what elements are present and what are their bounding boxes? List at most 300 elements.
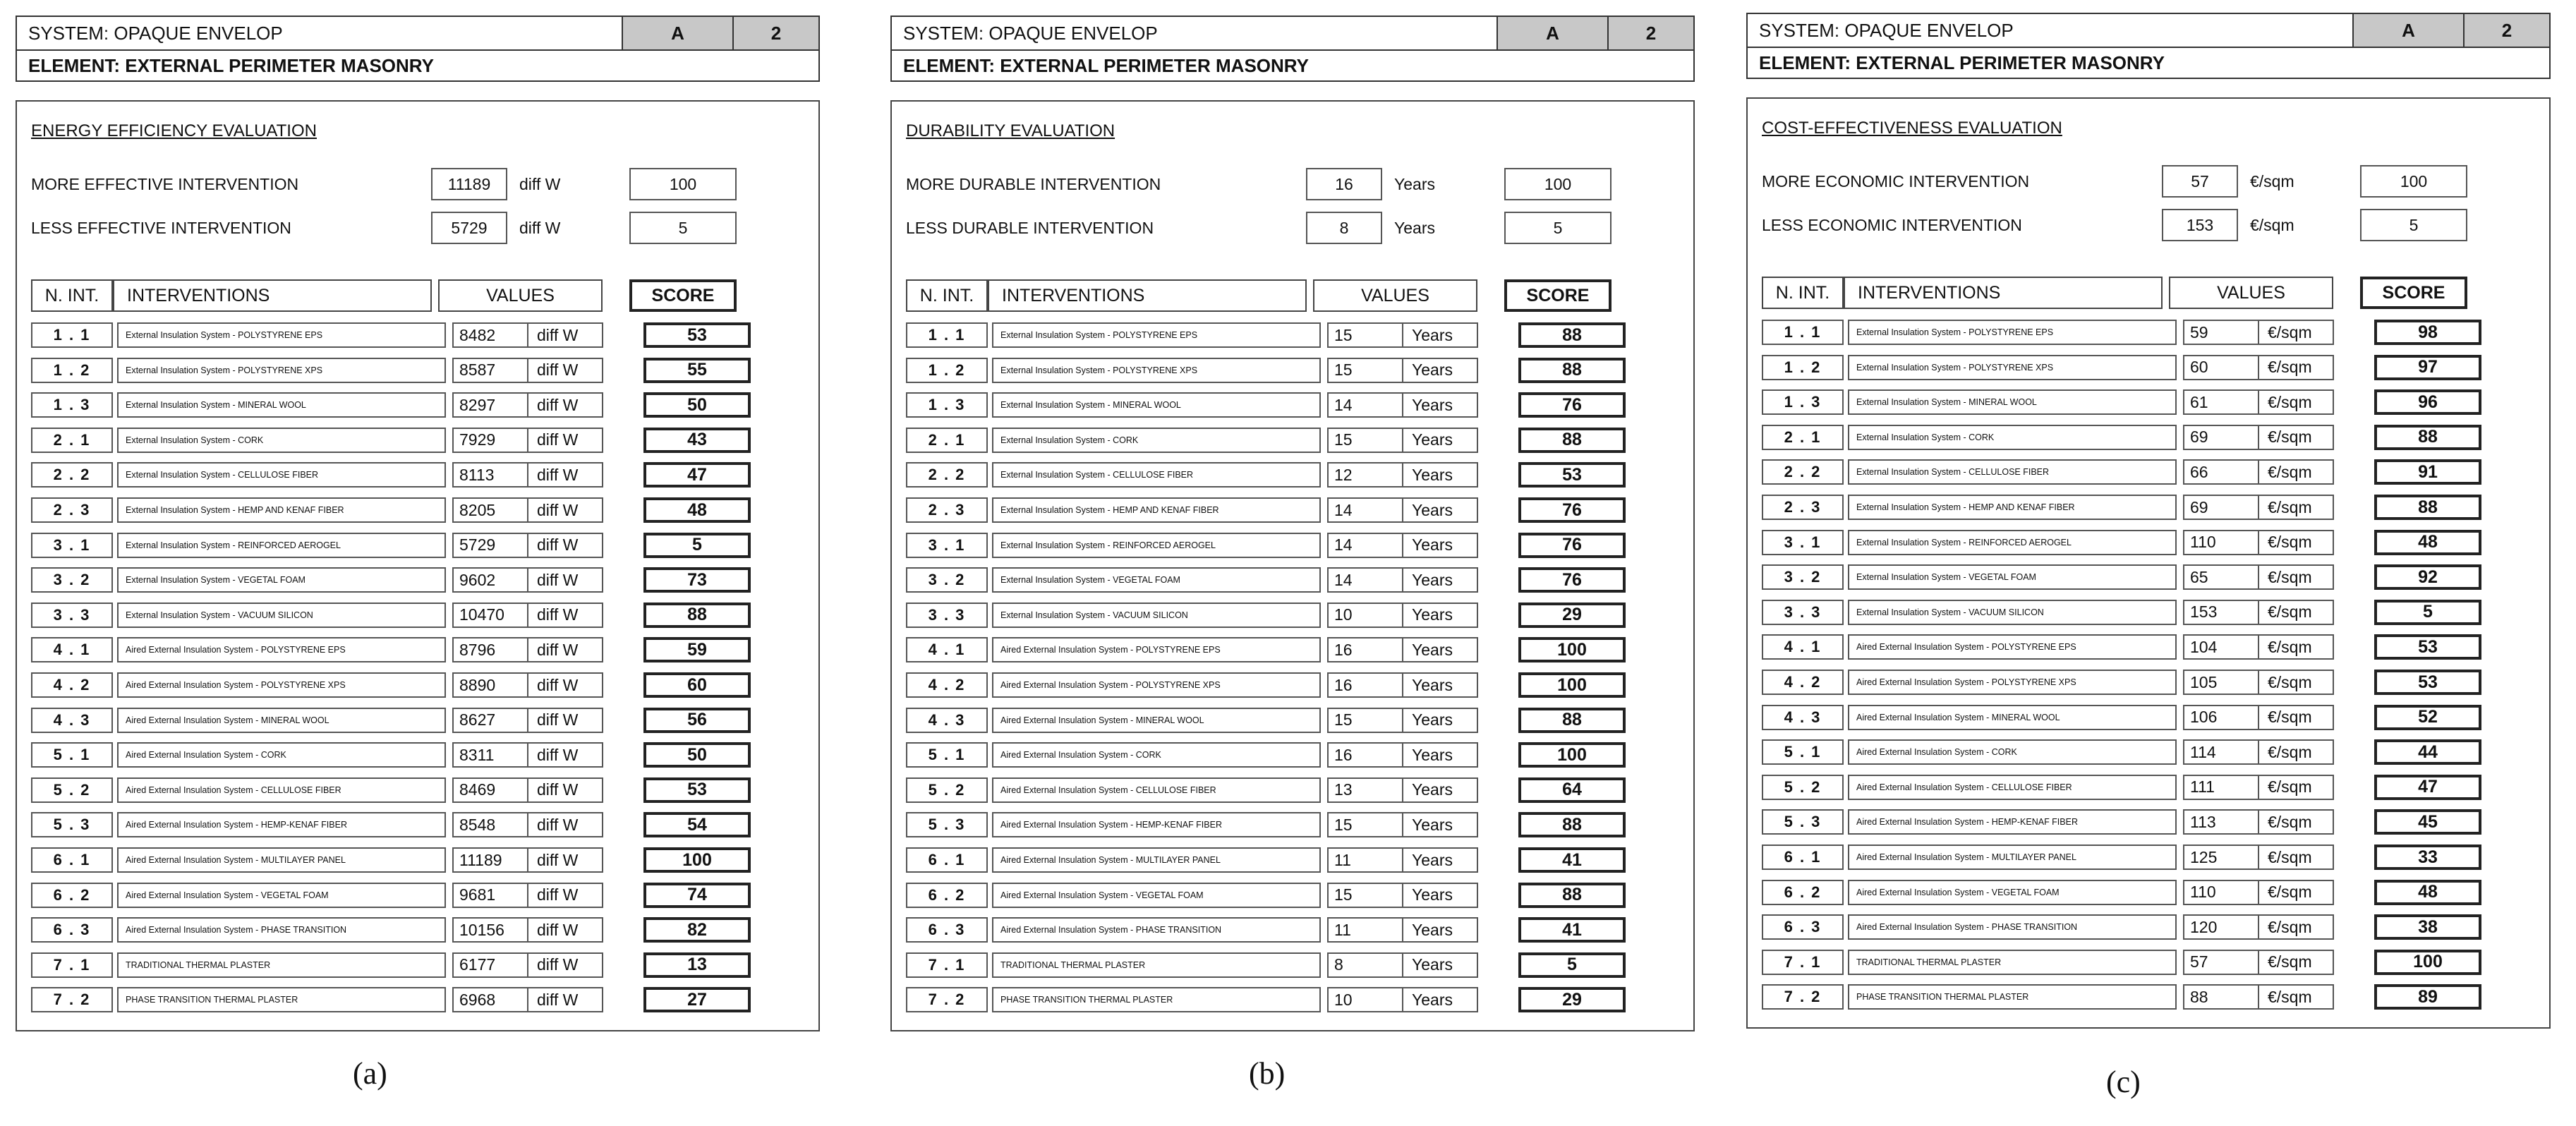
intervention-score: 100 [1518, 672, 1626, 698]
intervention-value: 14 [1327, 392, 1403, 418]
intervention-value: 8469 [452, 777, 528, 803]
intervention-score: 88 [2374, 425, 2481, 450]
element-header [1746, 48, 2551, 79]
intervention-number: 1 . 1 [31, 322, 113, 348]
intervention-name: External Insulation System - CELLULOSE FIBER [117, 462, 446, 488]
intervention-number: 4 . 1 [906, 637, 988, 662]
intervention-number: 5 . 3 [906, 812, 988, 837]
intervention-number: 6 . 1 [1762, 844, 1844, 870]
intervention-score: 43 [643, 428, 751, 453]
intervention-number: 4 . 3 [31, 708, 113, 733]
intervention-unit: diff W [528, 742, 603, 768]
intervention-name: Aired External Insulation System - VEGETAL FOAM [992, 883, 1321, 908]
intervention-unit: Years [1403, 462, 1478, 488]
intervention-unit: €/sqm [2259, 705, 2334, 730]
intervention-unit: diff W [528, 358, 603, 383]
intervention-value: 69 [2183, 425, 2259, 450]
intervention-unit: €/sqm [2259, 775, 2334, 800]
intervention-number: 3 . 1 [1762, 530, 1844, 555]
intervention-number: 7 . 1 [31, 952, 113, 978]
intervention-score: 100 [1518, 637, 1626, 662]
less-intervention-value: 5729 [431, 212, 507, 244]
intervention-number: 3 . 1 [31, 533, 113, 558]
intervention-value: 8627 [452, 708, 528, 733]
intervention-unit: diff W [528, 883, 603, 908]
intervention-unit: Years [1403, 603, 1478, 628]
less-intervention-value: 153 [2162, 209, 2238, 241]
intervention-unit: diff W [528, 462, 603, 488]
more-intervention-score: 100 [629, 168, 737, 200]
intervention-number: 1 . 1 [906, 322, 988, 348]
intervention-score: 53 [2374, 670, 2481, 695]
intervention-score: 27 [643, 987, 751, 1012]
intervention-name: External Insulation System - POLYSTYRENE XPS [1848, 355, 2177, 380]
intervention-score: 29 [1518, 987, 1626, 1012]
intervention-unit: Years [1403, 392, 1478, 418]
panel-caption: (b) [1249, 1056, 1286, 1091]
header-interventions: INTERVENTIONS [1844, 277, 2163, 309]
intervention-unit: Years [1403, 883, 1478, 908]
intervention-unit: €/sqm [2259, 600, 2334, 625]
intervention-number: 7 . 1 [906, 952, 988, 978]
intervention-value: 10 [1327, 603, 1403, 628]
intervention-value: 10470 [452, 603, 528, 628]
intervention-number: 3 . 3 [1762, 600, 1844, 625]
evaluation-panel [16, 0, 820, 1126]
intervention-number: 6 . 3 [906, 917, 988, 943]
intervention-score: 53 [1518, 462, 1626, 488]
intervention-number: 6 . 2 [906, 883, 988, 908]
intervention-number: 5 . 2 [906, 777, 988, 803]
intervention-score: 100 [643, 847, 751, 873]
system-header [1746, 13, 2551, 48]
class-code-a: A [622, 17, 732, 49]
intervention-unit: diff W [528, 917, 603, 943]
intervention-unit: €/sqm [2259, 739, 2334, 765]
intervention-number: 1 . 1 [1762, 320, 1844, 345]
intervention-unit: €/sqm [2259, 495, 2334, 520]
intervention-unit: diff W [528, 987, 603, 1012]
intervention-value: 110 [2183, 530, 2259, 555]
intervention-value: 16 [1327, 637, 1403, 662]
intervention-number: 3 . 1 [906, 533, 988, 558]
intervention-value: 60 [2183, 355, 2259, 380]
intervention-value: 10156 [452, 917, 528, 943]
intervention-number: 3 . 3 [906, 603, 988, 628]
intervention-value: 5729 [452, 533, 528, 558]
intervention-unit: €/sqm [2259, 355, 2334, 380]
element-label: ELEMENT: EXTERNAL PERIMETER MASONRY [28, 54, 434, 76]
intervention-number: 1 . 2 [31, 358, 113, 383]
intervention-number: 1 . 3 [1762, 389, 1844, 415]
intervention-unit: Years [1403, 847, 1478, 873]
header-interventions: INTERVENTIONS [113, 279, 432, 312]
intervention-number: 2 . 1 [906, 428, 988, 453]
intervention-score: 88 [1518, 428, 1626, 453]
intervention-value: 14 [1327, 567, 1403, 593]
intervention-score: 60 [643, 672, 751, 698]
intervention-score: 48 [643, 497, 751, 523]
intervention-name: Aired External Insulation System - CELLULOSE FIBER [992, 777, 1321, 803]
intervention-score: 64 [1518, 777, 1626, 803]
intervention-score: 76 [1518, 497, 1626, 523]
intervention-value: 61 [2183, 389, 2259, 415]
intervention-unit: Years [1403, 987, 1478, 1012]
intervention-number: 4 . 3 [1762, 705, 1844, 730]
intervention-unit: €/sqm [2259, 459, 2334, 485]
intervention-score: 53 [2374, 634, 2481, 660]
intervention-unit: Years [1403, 777, 1478, 803]
intervention-name: Aired External Insulation System - CORK [1848, 739, 2177, 765]
intervention-number: 3 . 3 [31, 603, 113, 628]
less-intervention-value: 8 [1306, 212, 1382, 244]
intervention-number: 6 . 2 [31, 883, 113, 908]
intervention-name: External Insulation System - REINFORCED AEROGEL [1848, 530, 2177, 555]
system-label: SYSTEM: OPAQUE ENVELOP [28, 22, 283, 44]
more-intervention-unit: €/sqm [2250, 172, 2294, 190]
intervention-score: 88 [2374, 495, 2481, 520]
evaluation-box [890, 100, 1695, 1031]
intervention-name: TRADITIONAL THERMAL PLASTER [992, 952, 1321, 978]
intervention-number: 5 . 3 [31, 812, 113, 837]
intervention-name: Aired External Insulation System - MULTILAYER PANEL [117, 847, 446, 873]
evaluation-title: ENERGY EFFICIENCY EVALUATION [31, 121, 317, 140]
intervention-value: 15 [1327, 428, 1403, 453]
intervention-unit: €/sqm [2259, 880, 2334, 905]
intervention-unit: Years [1403, 358, 1478, 383]
intervention-score: 92 [2374, 564, 2481, 590]
header-values: VALUES [1313, 279, 1477, 312]
less-intervention-score: 5 [1504, 212, 1611, 244]
intervention-name: Aired External Insulation System - CORK [992, 742, 1321, 768]
intervention-name: External Insulation System - VEGETAL FOAM [992, 567, 1321, 593]
intervention-unit: Years [1403, 322, 1478, 348]
intervention-value: 120 [2183, 914, 2259, 940]
intervention-score: 55 [643, 358, 751, 383]
intervention-unit: diff W [528, 847, 603, 873]
intervention-number: 4 . 2 [1762, 670, 1844, 695]
intervention-name: Aired External Insulation System - PHASE TRANSITION [117, 917, 446, 943]
intervention-name: Aired External Insulation System - CELLULOSE FIBER [117, 777, 446, 803]
more-intervention-value: 57 [2162, 165, 2238, 198]
intervention-value: 8890 [452, 672, 528, 698]
intervention-value: 10 [1327, 987, 1403, 1012]
intervention-value: 11 [1327, 847, 1403, 873]
intervention-value: 6177 [452, 952, 528, 978]
intervention-name: External Insulation System - POLYSTYRENE EPS [992, 322, 1321, 348]
intervention-number: 1 . 3 [906, 392, 988, 418]
intervention-name: Aired External Insulation System - MINERAL WOOL [992, 708, 1321, 733]
more-intervention-unit: Years [1394, 175, 1435, 193]
intervention-unit: diff W [528, 952, 603, 978]
intervention-score: 89 [2374, 984, 2481, 1010]
intervention-number: 7 . 1 [1762, 950, 1844, 975]
intervention-unit: €/sqm [2259, 950, 2334, 975]
intervention-name: PHASE TRANSITION THERMAL PLASTER [117, 987, 446, 1012]
intervention-unit: Years [1403, 533, 1478, 558]
intervention-number: 6 . 2 [1762, 880, 1844, 905]
intervention-score: 50 [643, 392, 751, 418]
less-intervention-label: LESS EFFECTIVE INTERVENTION [31, 219, 291, 237]
intervention-name: External Insulation System - CELLULOSE FIBER [992, 462, 1321, 488]
intervention-score: 44 [2374, 739, 2481, 765]
header-score: SCORE [2360, 277, 2467, 309]
class-code-b: 2 [732, 17, 818, 49]
intervention-score: 76 [1518, 392, 1626, 418]
intervention-name: External Insulation System - CELLULOSE FIBER [1848, 459, 2177, 485]
intervention-score: 76 [1518, 567, 1626, 593]
intervention-unit: diff W [528, 497, 603, 523]
intervention-value: 14 [1327, 497, 1403, 523]
intervention-number: 7 . 2 [906, 987, 988, 1012]
intervention-unit: diff W [528, 777, 603, 803]
intervention-name: External Insulation System - MINERAL WOOL [117, 392, 446, 418]
intervention-name: TRADITIONAL THERMAL PLASTER [1848, 950, 2177, 975]
intervention-name: External Insulation System - VACUUM SILICON [992, 603, 1321, 628]
more-intervention-value: 16 [1306, 168, 1382, 200]
intervention-name: External Insulation System - HEMP AND KENAF FIBER [117, 497, 446, 523]
intervention-name: External Insulation System - POLYSTYRENE XPS [992, 358, 1321, 383]
intervention-score: 47 [2374, 775, 2481, 800]
more-intervention-score: 100 [1504, 168, 1611, 200]
intervention-name: Aired External Insulation System - POLYSTYRENE EPS [117, 637, 446, 662]
intervention-score: 88 [1518, 358, 1626, 383]
intervention-score: 88 [643, 603, 751, 628]
less-intervention-label: LESS DURABLE INTERVENTION [906, 219, 1154, 237]
intervention-number: 5 . 3 [1762, 809, 1844, 835]
intervention-name: External Insulation System - VACUUM SILICON [1848, 600, 2177, 625]
element-header [890, 51, 1695, 82]
intervention-unit: €/sqm [2259, 634, 2334, 660]
intervention-value: 9681 [452, 883, 528, 908]
intervention-score: 5 [1518, 952, 1626, 978]
intervention-name: External Insulation System - HEMP AND KENAF FIBER [992, 497, 1321, 523]
intervention-unit: €/sqm [2259, 530, 2334, 555]
intervention-number: 4 . 2 [31, 672, 113, 698]
intervention-name: External Insulation System - VEGETAL FOAM [1848, 564, 2177, 590]
intervention-name: Aired External Insulation System - CELLULOSE FIBER [1848, 775, 2177, 800]
intervention-number: 7 . 2 [31, 987, 113, 1012]
class-code-a: A [1496, 17, 1607, 49]
intervention-unit: diff W [528, 567, 603, 593]
intervention-score: 13 [643, 952, 751, 978]
intervention-score: 97 [2374, 355, 2481, 380]
intervention-number: 2 . 1 [31, 428, 113, 453]
intervention-name: External Insulation System - MINERAL WOOL [1848, 389, 2177, 415]
intervention-score: 91 [2374, 459, 2481, 485]
intervention-value: 16 [1327, 742, 1403, 768]
intervention-number: 3 . 2 [31, 567, 113, 593]
intervention-name: External Insulation System - CORK [992, 428, 1321, 453]
intervention-score: 41 [1518, 917, 1626, 943]
intervention-value: 8297 [452, 392, 528, 418]
intervention-name: Aired External Insulation System - POLYSTYRENE EPS [992, 637, 1321, 662]
system-header [16, 16, 820, 51]
more-intervention-unit: diff W [519, 175, 561, 193]
intervention-value: 66 [2183, 459, 2259, 485]
intervention-number: 6 . 3 [1762, 914, 1844, 940]
intervention-value: 15 [1327, 812, 1403, 837]
intervention-name: Aired External Insulation System - MINERAL WOOL [1848, 705, 2177, 730]
less-intervention-unit: Years [1394, 219, 1435, 237]
intervention-value: 105 [2183, 670, 2259, 695]
intervention-score: 5 [2374, 600, 2481, 625]
intervention-name: Aired External Insulation System - HEMP-KENAF FIBER [117, 812, 446, 837]
intervention-unit: Years [1403, 812, 1478, 837]
intervention-score: 98 [2374, 320, 2481, 345]
intervention-name: Aired External Insulation System - PHASE TRANSITION [992, 917, 1321, 943]
intervention-number: 6 . 1 [31, 847, 113, 873]
more-intervention-label: MORE DURABLE INTERVENTION [906, 175, 1161, 193]
intervention-name: PHASE TRANSITION THERMAL PLASTER [1848, 984, 2177, 1010]
intervention-number: 2 . 2 [1762, 459, 1844, 485]
intervention-number: 1 . 3 [31, 392, 113, 418]
header-n-int: N. INT. [31, 279, 113, 312]
intervention-score: 100 [2374, 950, 2481, 975]
intervention-value: 8113 [452, 462, 528, 488]
intervention-value: 59 [2183, 320, 2259, 345]
evaluation-box [16, 100, 820, 1031]
header-values: VALUES [438, 279, 603, 312]
intervention-name: Aired External Insulation System - VEGETAL FOAM [1848, 880, 2177, 905]
intervention-unit: €/sqm [2259, 809, 2334, 835]
more-intervention-label: MORE EFFECTIVE INTERVENTION [31, 175, 299, 193]
system-label: SYSTEM: OPAQUE ENVELOP [903, 22, 1158, 44]
intervention-score: 56 [643, 708, 751, 733]
intervention-value: 8796 [452, 637, 528, 662]
intervention-value: 113 [2183, 809, 2259, 835]
intervention-unit: diff W [528, 708, 603, 733]
intervention-name: Aired External Insulation System - CORK [117, 742, 446, 768]
intervention-value: 8205 [452, 497, 528, 523]
intervention-name: PHASE TRANSITION THERMAL PLASTER [992, 987, 1321, 1012]
intervention-unit: €/sqm [2259, 564, 2334, 590]
intervention-number: 3 . 2 [906, 567, 988, 593]
intervention-unit: €/sqm [2259, 425, 2334, 450]
intervention-unit: Years [1403, 742, 1478, 768]
more-intervention-score: 100 [2360, 165, 2467, 198]
intervention-number: 2 . 2 [31, 462, 113, 488]
intervention-number: 5 . 1 [1762, 739, 1844, 765]
intervention-name: External Insulation System - POLYSTYRENE EPS [117, 322, 446, 348]
intervention-unit: diff W [528, 533, 603, 558]
intervention-value: 15 [1327, 322, 1403, 348]
less-intervention-unit: €/sqm [2250, 216, 2294, 234]
intervention-value: 8548 [452, 812, 528, 837]
intervention-number: 2 . 3 [906, 497, 988, 523]
intervention-number: 7 . 2 [1762, 984, 1844, 1010]
evaluation-title: COST-EFFECTIVENESS EVALUATION [1762, 119, 2062, 138]
intervention-name: External Insulation System - VEGETAL FOAM [117, 567, 446, 593]
intervention-value: 8311 [452, 742, 528, 768]
intervention-score: 53 [643, 777, 751, 803]
element-label: ELEMENT: EXTERNAL PERIMETER MASONRY [1759, 52, 2165, 73]
intervention-name: External Insulation System - VACUUM SILICON [117, 603, 446, 628]
intervention-name: TRADITIONAL THERMAL PLASTER [117, 952, 446, 978]
intervention-unit: diff W [528, 322, 603, 348]
intervention-value: 15 [1327, 708, 1403, 733]
intervention-value: 9602 [452, 567, 528, 593]
intervention-name: Aired External Insulation System - POLYSTYRENE XPS [117, 672, 446, 698]
intervention-value: 13 [1327, 777, 1403, 803]
intervention-number: 5 . 1 [31, 742, 113, 768]
intervention-value: 8 [1327, 952, 1403, 978]
intervention-value: 7929 [452, 428, 528, 453]
intervention-number: 5 . 2 [31, 777, 113, 803]
intervention-value: 106 [2183, 705, 2259, 730]
evaluation-title: DURABILITY EVALUATION [906, 121, 1115, 140]
intervention-value: 6968 [452, 987, 528, 1012]
intervention-unit: Years [1403, 428, 1478, 453]
intervention-value: 15 [1327, 358, 1403, 383]
intervention-value: 14 [1327, 533, 1403, 558]
intervention-unit: €/sqm [2259, 984, 2334, 1010]
intervention-score: 59 [643, 637, 751, 662]
intervention-score: 96 [2374, 389, 2481, 415]
header-interventions: INTERVENTIONS [988, 279, 1307, 312]
intervention-value: 110 [2183, 880, 2259, 905]
intervention-name: External Insulation System - HEMP AND KENAF FIBER [1848, 495, 2177, 520]
intervention-value: 65 [2183, 564, 2259, 590]
intervention-name: External Insulation System - MINERAL WOOL [992, 392, 1321, 418]
intervention-value: 88 [2183, 984, 2259, 1010]
intervention-score: 29 [1518, 603, 1626, 628]
intervention-value: 111 [2183, 775, 2259, 800]
intervention-number: 3 . 2 [1762, 564, 1844, 590]
intervention-score: 41 [1518, 847, 1626, 873]
intervention-score: 53 [643, 322, 751, 348]
intervention-score: 74 [643, 883, 751, 908]
intervention-score: 73 [643, 567, 751, 593]
evaluation-box [1746, 97, 2551, 1029]
intervention-unit: €/sqm [2259, 844, 2334, 870]
intervention-value: 11189 [452, 847, 528, 873]
intervention-score: 88 [1518, 883, 1626, 908]
panel-caption: (a) [353, 1056, 387, 1091]
intervention-score: 47 [643, 462, 751, 488]
intervention-number: 2 . 3 [31, 497, 113, 523]
intervention-name: Aired External Insulation System - MINERAL WOOL [117, 708, 446, 733]
more-intervention-value: 11189 [431, 168, 507, 200]
system-header [890, 16, 1695, 51]
intervention-score: 5 [643, 533, 751, 558]
intervention-number: 1 . 2 [906, 358, 988, 383]
intervention-unit: diff W [528, 637, 603, 662]
more-intervention-label: MORE ECONOMIC INTERVENTION [1762, 172, 2030, 190]
intervention-unit: Years [1403, 672, 1478, 698]
intervention-value: 114 [2183, 739, 2259, 765]
intervention-value: 153 [2183, 600, 2259, 625]
intervention-score: 48 [2374, 880, 2481, 905]
intervention-unit: Years [1403, 567, 1478, 593]
intervention-unit: Years [1403, 497, 1478, 523]
panel-caption: (c) [2106, 1065, 2141, 1099]
class-code-b: 2 [2463, 14, 2549, 47]
intervention-score: 100 [1518, 742, 1626, 768]
intervention-value: 8587 [452, 358, 528, 383]
intervention-score: 33 [2374, 844, 2481, 870]
intervention-number: 4 . 3 [906, 708, 988, 733]
header-n-int: N. INT. [906, 279, 988, 312]
intervention-unit: Years [1403, 708, 1478, 733]
intervention-number: 4 . 1 [1762, 634, 1844, 660]
intervention-number: 6 . 3 [31, 917, 113, 943]
intervention-value: 12 [1327, 462, 1403, 488]
intervention-unit: Years [1403, 637, 1478, 662]
intervention-number: 2 . 2 [906, 462, 988, 488]
intervention-value: 16 [1327, 672, 1403, 698]
intervention-name: Aired External Insulation System - PHASE TRANSITION [1848, 914, 2177, 940]
